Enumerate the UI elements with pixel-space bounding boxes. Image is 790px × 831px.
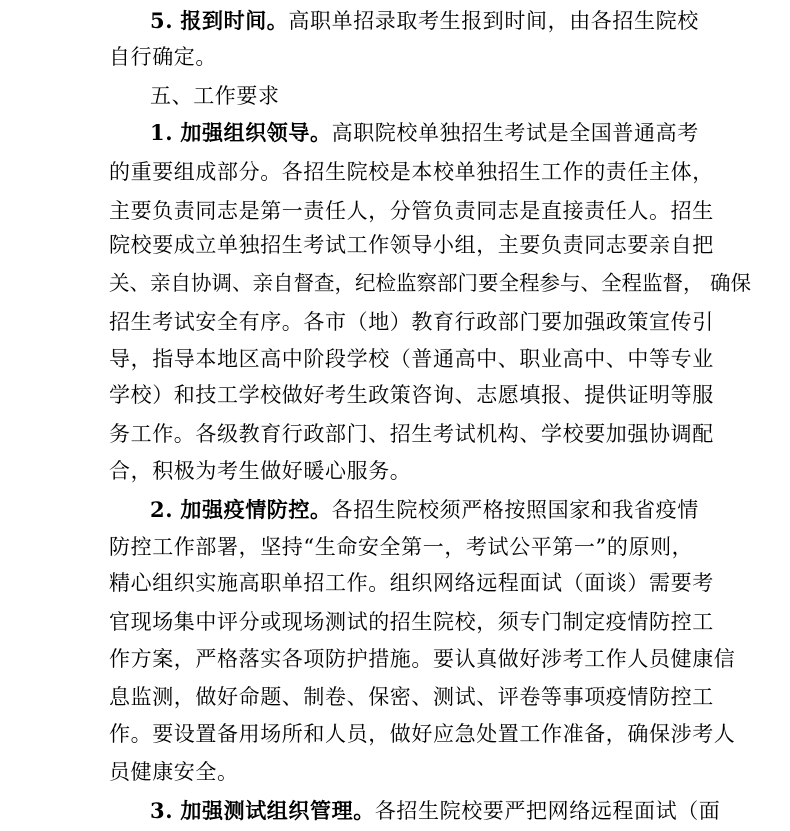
item-number: 5. — [150, 8, 174, 33]
paragraph-line: 院校要成立单独招生考试工作领导小组，主要负责同志要亲自把 — [109, 233, 714, 257]
item-title: 加强组织领导。 — [180, 120, 332, 145]
paragraph-line: 作。要设置备用场所和人员，做好应急处置工作准备，确保涉考人 — [109, 722, 736, 746]
paragraph-line: 务工作。各级教育行政部门、招生考试机构、学校要加强协调配 — [109, 422, 714, 446]
paragraph-line — [150, 799, 720, 823]
paragraph-text: 高职单招录取考生报到时间，由各招生院校 — [288, 9, 699, 33]
paragraph-line: 息监测，做好命题、制卷、保密、测试、评卷等事项疫情防控工 — [109, 685, 714, 709]
section-heading: 五、工作要求 — [150, 84, 280, 108]
paragraph-line: 官现场集中评分或现场测试的招生院校，须专门制定疫情防控工 — [109, 610, 714, 634]
paragraph-text: 各招生院校须严格按照国家和我省疫情 — [331, 498, 699, 522]
paragraph-line: 导，指导本地区高中阶段学校（普通高中、职业高中、中等专业 — [109, 347, 714, 371]
paragraph-line: 精心组织实施高职单招工作。组织网络远程面试（面谈）需要考 — [109, 571, 714, 595]
paragraph-line: 员健康安全。 — [109, 760, 239, 784]
paragraph-text: 高职院校单独招生考试是全国普通高考 — [331, 121, 699, 145]
item-number: 3. — [150, 798, 174, 823]
paragraph-line: 自行确定。 — [109, 45, 217, 69]
item-number: 2. — [150, 497, 174, 522]
paragraph-line: 主要负责同志是第一责任人，分管负责同志是直接责任人。招生 — [109, 199, 714, 223]
paragraph-line: 关、亲自协调、亲自督查，纪检监察部门要全程参与、全程监督， 确保 — [109, 271, 752, 295]
paragraph-line — [150, 121, 699, 145]
item-number: 1. — [150, 120, 174, 145]
item-title: 加强测试组织管理。 — [180, 798, 375, 823]
paragraph-line: 学校）和技工学校做好考生政策咨询、志愿填报、提供证明等服 — [109, 383, 714, 407]
paragraph-line: 招生考试安全有序。各市（地）教育行政部门要加强政策宣传引 — [109, 310, 714, 334]
item-title: 报到时间。 — [180, 8, 289, 33]
paragraph-line: 作方案，严格落实各项防护措施。要认真做好涉考工作人员健康信 — [109, 647, 736, 671]
paragraph-line: 防控工作部署，坚持“生命安全第一，考试公平第一”的原则， — [109, 535, 694, 559]
paragraph-text: 各招生院校要严把网络远程面试（面 — [374, 799, 721, 823]
item-title: 加强疫情防控。 — [180, 497, 332, 522]
paragraph-line — [150, 9, 699, 33]
paragraph-line — [150, 498, 699, 522]
paragraph-line: 的重要组成部分。各招生院校是本校单独招生工作的责任主体， — [109, 160, 714, 184]
paragraph-line: 合，积极为考生做好暖心服务。 — [109, 459, 412, 483]
